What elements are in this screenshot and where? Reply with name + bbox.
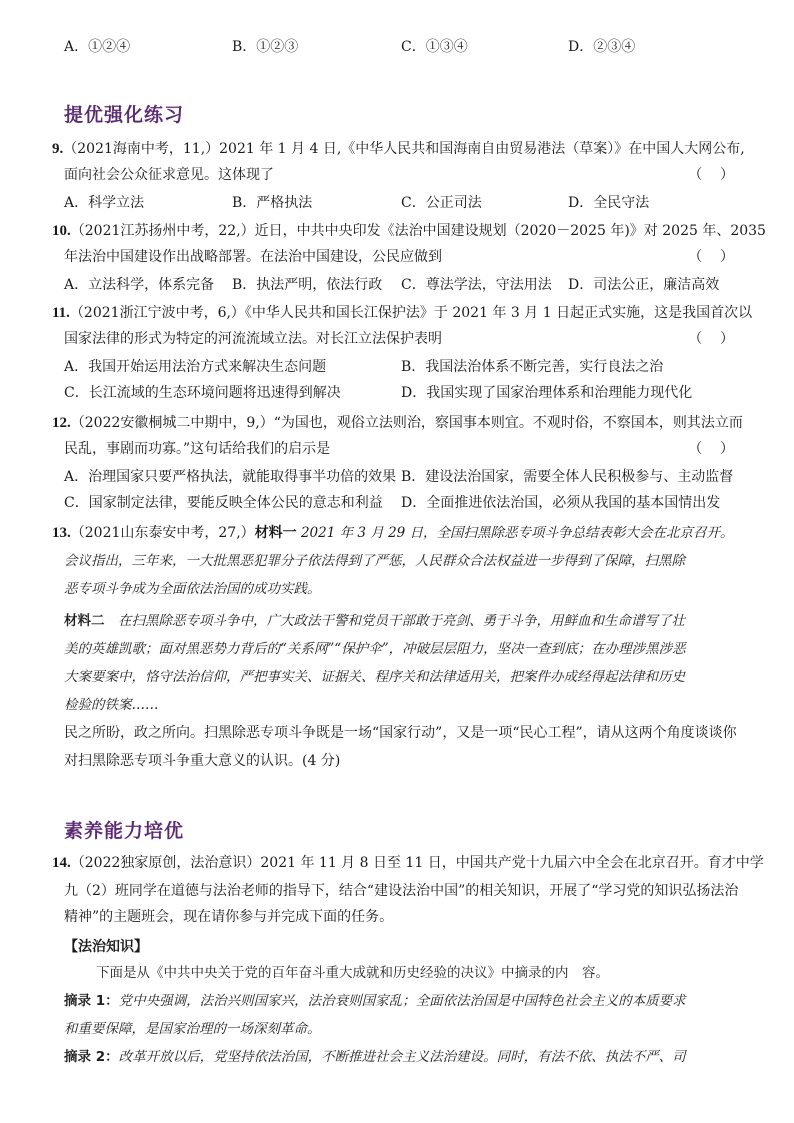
q10-option-c: C．尊法学法，守法用法	[401, 277, 552, 293]
q12-option-d: D．全面推进依法治国，必须从我国的基本国情出发	[401, 495, 721, 511]
q13-material2-line3: 大案要案中，恪守法治信仰，严把事实关、证据关、程序关和法律适用关，把案件办成经得起法律和历史	[64, 669, 685, 685]
q11-options-row1	[64, 356, 744, 378]
q11-text: （2021浙江宁波中考，6,）《中华人民共和国长江保护法》于 2021 年 3 月 1 日起正式实施，这是我国首次以	[69, 305, 753, 321]
q13-material1-line3: 恶专项斗争成为全面依法治国的成功实践。	[64, 581, 321, 597]
q9-options	[64, 192, 744, 214]
q13-material2-label: 材料二	[64, 613, 105, 629]
q13-material1-line2: 会议指出，三年来，一大批黑恶犯罪分子依法得到了严惩，人民群众合法权益进一步得到了保障，扫黑除	[64, 553, 685, 569]
q11-options-row2	[64, 382, 744, 404]
q12-option-a: A．治理国家只要严格执法，就能取得事半功倍的效果	[64, 469, 397, 485]
q12-option-b: B．建设法治国家，需要全体人民积极参与、主动监督	[401, 469, 734, 485]
q10-option-b: B．执法严明，依法行政	[232, 277, 383, 293]
q10-stem-line2: 年法治中国建设作出战略部署。在法治中国建设，公民应做到	[64, 249, 442, 265]
q10-answer-blank: （ ）	[688, 249, 734, 265]
q9-answer-blank: （ ）	[688, 167, 734, 183]
option-c: C．①③④	[401, 39, 468, 55]
q10-text: （2021江苏扬州中考，22,）近日，中共中央印发《法治中国建设规划（2020－2025 年)》对 2025 年、2035	[70, 223, 766, 239]
q14-stem-line2: 九（2）班同学在道德与法治老师的指导下，结合“建设法治中国”的相关知识，开展了“学习党的知识弘扬法治	[64, 883, 739, 899]
q9-option-a: A．科学立法	[64, 195, 145, 211]
section-title-literacy: 素养能力培优	[64, 820, 185, 842]
q12-number: 12.	[52, 415, 71, 431]
q10-number: 10.	[52, 223, 71, 239]
q9-text: （2021海南中考，11,）2021 年 1 月 4 日,《中华人民共和国海南自由贸易港法（草案）》在中国人大网公布,	[63, 141, 745, 157]
q10-stem-line1	[52, 220, 766, 242]
option-b: B．①②③	[232, 39, 299, 55]
q12-answer-blank: （ ）	[688, 441, 734, 457]
q12-text: （2022安徽桐城二中期中，9,）“为国也，观俗立法则治，察国事本则宜。不观时俗，不察国本，则其法立而	[70, 415, 743, 431]
q14-excerpt2-text: 改革开放以后，党坚持依法治国，不断推进社会主义法治建设。同时，有法不依、执法不严、司	[118, 1049, 686, 1065]
q12-stem-line2: 民乱，事剧而功寡。”这句话给我们的启示是	[64, 441, 331, 457]
q13-number: 13.	[52, 525, 71, 541]
q11-option-a: A．我国开始运用法治方式来解决生态问题	[64, 359, 327, 375]
option-d: D．②③④	[568, 39, 636, 55]
q11-answer-blank: （ ）	[688, 331, 734, 347]
q9-option-b: B．严格执法	[232, 195, 313, 211]
q11-stem-line2: 国家法律的形式为特定的河流流域立法。对长江立法保护表明	[64, 331, 442, 347]
q14-excerpt2-label: 摘录 2：	[64, 1049, 119, 1065]
q12-option-c: C．国家制定法律，要能反映全体公民的意志和利益	[64, 495, 383, 511]
q10-option-a: A．立法科学，体系完备	[64, 277, 215, 293]
q13-material2-line4: 检验的铁案……	[64, 697, 159, 713]
option-a: A．①②④	[64, 39, 131, 55]
q10-option-d: D．司法公正，廉洁高效	[568, 277, 720, 293]
q12-stem-line1	[52, 412, 743, 434]
q11-option-d: D．我国实现了国家治理体系和治理能力现代化	[401, 385, 693, 401]
q9-option-c: C．公正司法	[401, 195, 482, 211]
q9-stem-line2: 面向社会公众征求意见。这体现了	[64, 167, 274, 183]
q14-intro: 下面是从《中共中央关于党的百年奋斗重大成就和历史经验的决议》中摘录的内 容。	[96, 965, 609, 981]
q9-number: 9.	[52, 141, 64, 157]
q13-material2-text: 在扫黑除恶专项斗争中，广大政法干警和党员干部敢于亮剑、勇于斗争，用鲜血和生命谱写了壮	[118, 613, 685, 629]
q14-excerpt2-line1	[64, 1046, 686, 1068]
q11-stem-line1	[52, 302, 752, 324]
q14-stem-line3: 精神”的主题班会，现在请你参与并完成下面的任务。	[64, 909, 394, 925]
q14-excerpt1-label: 摘录 1：	[64, 993, 119, 1009]
q11-option-b: B．我国法治体系不断完善，实行良法之治	[401, 359, 664, 375]
q13-question-line1: 民之所盼，政之所向。扫黑除恶专项斗争既是一场“国家行动”，又是一项“民心工程”，请从这两个角度谈谈你	[64, 725, 737, 741]
q9-option-d: D．全民守法	[568, 195, 650, 211]
q14-excerpt1-line1	[64, 990, 686, 1012]
section-title-advanced: 提优强化练习	[64, 104, 185, 126]
q10-options	[64, 274, 744, 296]
q12-options-row2	[64, 492, 744, 514]
q12-options-row1	[64, 466, 744, 488]
q11-number: 11.	[52, 305, 70, 321]
q14-excerpt1-line2: 和重要保障，是国家治理的一场深刻革命。	[64, 1021, 321, 1037]
q14-text: （2022独家原创，法治意识）2021 年 11 月 8 日至 11 日，中国共产党十九届六中全会在北京召开。育才中学	[70, 855, 764, 871]
q14-number: 14.	[52, 855, 71, 871]
q14-stem-line1	[52, 852, 764, 874]
q13-material1-label: 材料一	[254, 525, 297, 541]
prev-question-options	[64, 36, 744, 58]
q14-excerpt1-text: 党中央强调，法治兴则国家兴，法治衰则国家乱；全面依法治国是中国特色社会主义的本质要求	[118, 993, 686, 1009]
q11-option-c: C．长江流域的生态环境问题将迅速得到解决	[64, 385, 341, 401]
q13-stem-line1	[52, 522, 734, 544]
q13-source: （2021山东泰安中考，27,）	[70, 525, 255, 541]
q13-question-line2: 对扫黑除恶专项斗争重大意义的认识。(4 分)	[64, 753, 341, 769]
q13-material1-text: 2021 年 3 月 29 日，全国扫黑除恶专项斗争总结表彰大会在北京召开。	[300, 525, 734, 541]
q13-material2-line1	[64, 610, 685, 632]
q14-section-heading: 【法治知识】	[64, 939, 148, 955]
q9-stem-line1	[52, 138, 745, 160]
q13-material2-line2: 美的英雄凯歌；面对黑恶势力背后的“关系网”“保护伞”，冲破层层阻力，坚决一查到底；在办理涉黑涉恶	[64, 641, 686, 657]
